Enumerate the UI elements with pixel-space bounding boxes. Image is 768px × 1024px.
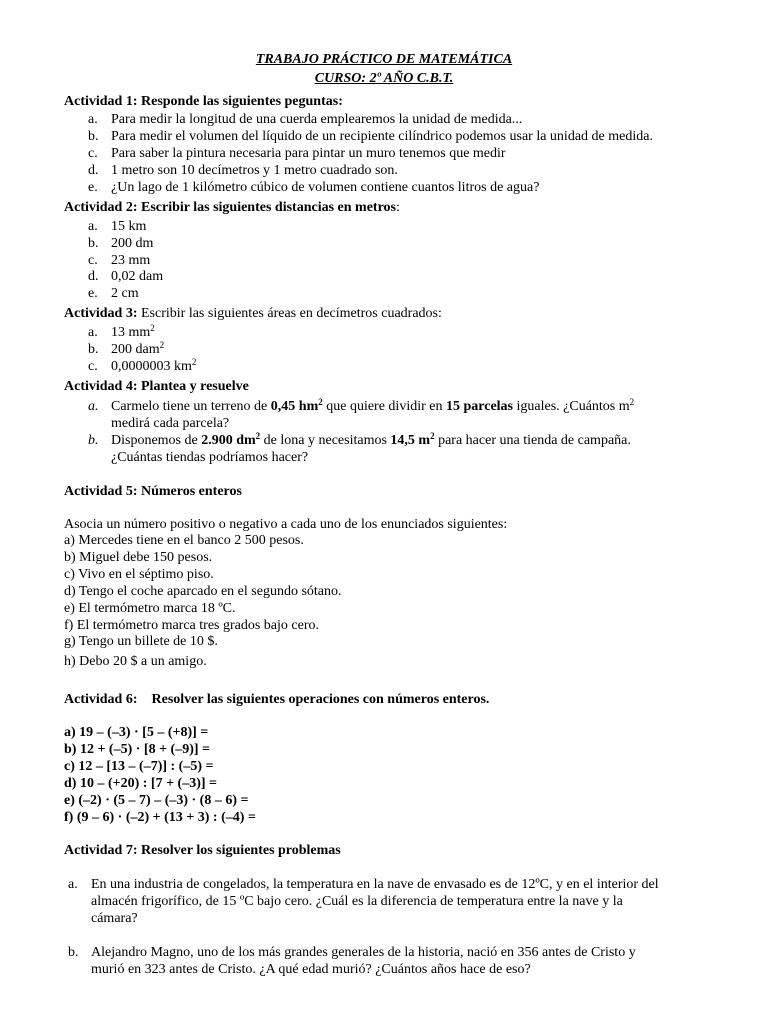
activity-3-item-label: c. — [88, 359, 98, 374]
activity-2-item: 2 cm — [111, 286, 139, 301]
activity-2-title: Actividad 2: Escribir las siguientes distancias en metros: — [64, 200, 400, 215]
activity-5-intro: Asocia un número positivo o negativo a cada uno de los enunciados siguientes: — [64, 517, 508, 532]
activity-1-title: Actividad 1: Responde las siguientes peguntas: — [64, 94, 343, 109]
activity-2-item: 23 mm — [111, 253, 151, 268]
document-title: TRABAJO PRÁCTICO DE MATEMÁTICA — [255, 52, 513, 67]
activity-7-problem-b: murió en 323 antes de Cristo. ¿A qué edad murió? ¿Cuántos años hace de eso? — [91, 962, 531, 977]
activity-2-item-label: e. — [88, 286, 98, 301]
activity-5-item: b) Miguel debe 150 pesos. — [64, 550, 213, 565]
activity-7-problem-a: almacén frigorífico, de 15 ºC bajo cero. ¿Cuál es la diferencia de temperatura entre la nave y la — [91, 894, 623, 909]
activity-7-item-label: b. — [68, 945, 79, 960]
activity-7-problem-a: cámara? — [91, 911, 138, 926]
activity-4-problem-b: Disponemos de 2.900 $dm^2$ de lona y necesitamos 14,5 $m^2$ para hacer una tienda de campaña. — [111, 431, 631, 448]
activity-1-item: ¿Un lago de 1 kilómetro cúbico de volumen contiene cuantos litros de agua? — [111, 180, 540, 195]
activity-2-item-label: a. — [88, 219, 98, 234]
activity-5-item: h) Debo 20 $ a un amigo. — [64, 654, 207, 669]
activity-6-operation: e) (–2) · (5 – 7) – (–3) · (8 – 6) = — [64, 793, 249, 808]
activity-4-title: Actividad 4: Plantea y resuelve — [64, 379, 249, 394]
activity-6-operation: a) 19 – (–3) · [5 – (+8)] = — [64, 725, 209, 740]
activity-1-item: 1 metro son 10 decímetros y 1 metro cuadrado son. — [111, 163, 398, 178]
activity-7-problem-a: En una industria de congelados, la temperatura en la nave de envasado es de 12ºC, y en el interior del — [91, 877, 659, 892]
activity-5-item: c) Vivo en el séptimo piso. — [64, 567, 214, 582]
activity-7-problem-b: Alejandro Magno, uno de los más grandes generales de la historia, nació en 356 antes de Cristo y — [91, 945, 636, 960]
activity-4-problem-b-cont: ¿Cuántas tiendas podríamos hacer? — [111, 450, 309, 465]
activity-3-item: 0,0000003 $km^2$ — [111, 357, 197, 374]
activity-5-item: a) Mercedes tiene en el banco 2 500 pesos. — [64, 533, 304, 548]
activity-4-item-label: b. — [88, 433, 99, 448]
activity-3-item: 200 dam$^2$ — [111, 340, 165, 357]
activity-2-item-label: b. — [88, 236, 99, 251]
activity-3-item: 13 $mm^2$ — [111, 323, 155, 340]
activity-7-title: Actividad 7: Resolver los siguientes problemas — [64, 843, 341, 858]
activity-1-item-label: a. — [88, 112, 98, 127]
activity-3-title: Actividad 3: Escribir las siguientes áreas en decímetros cuadrados: — [64, 306, 442, 321]
activity-4-item-label: a. — [88, 399, 99, 414]
activity-4-problem-a-cont: medirá cada parcela? — [111, 416, 230, 431]
activity-2-item-label: d. — [88, 269, 99, 284]
activity-1-item-label: e. — [88, 180, 98, 195]
activity-1-item-label: d. — [88, 163, 99, 178]
activity-1-item-label: c. — [88, 146, 98, 161]
activity-6-operation: f) (9 – 6) · (–2) + (13 + 3) : (–4) = — [64, 810, 256, 825]
activity-6-operation: d) 10 – (+20) : [7 + (–3)] = — [64, 776, 218, 791]
activity-2-item: 200 dm — [111, 236, 154, 251]
activity-6-operation: b) 12 + (–5) · [8 + (–9)] = — [64, 742, 211, 757]
activity-1-item: Para medir la longitud de una cuerda emplearemos la unidad de medida... — [111, 112, 523, 127]
activity-2-item: 15 km — [111, 219, 147, 234]
activity-5-item: d) Tengo el coche aparcado en el segundo sótano. — [64, 584, 342, 599]
activity-6-operation: c) 12 – [13 – (–7)] : (–5) = — [64, 759, 214, 774]
activity-1-item: Para medir el volumen del líquido de un recipiente cilíndrico podemos usar la unidad de medida. — [111, 129, 653, 144]
activity-4-problem-a: Carmelo tiene un terreno de 0,45 $hm^2$ que quiere dividir en 15 parcelas iguales. ¿Cuántos $m^2$ — [111, 397, 635, 414]
activity-5-item: g) Tengo un billete de 10 $. — [64, 634, 218, 649]
activity-5-item: f) El termómetro marca tres grados bajo cero. — [64, 618, 320, 633]
activity-3-item-label: b. — [88, 342, 99, 357]
activity-2-item: 0,02 dam — [111, 269, 164, 284]
activity-5-title: Actividad 5: Números enteros — [64, 484, 242, 499]
activity-6-title: Actividad 6: Resolver las siguientes operaciones con números enteros. — [64, 692, 490, 707]
activity-3-item-label: a. — [88, 325, 98, 340]
activity-7-item-label: a. — [68, 877, 78, 892]
activity-5-item: e) El termómetro marca 18 ºC. — [64, 601, 236, 616]
activity-2-item-label: c. — [88, 253, 98, 268]
activity-1-item-label: b. — [88, 129, 99, 144]
activity-1-item: Para saber la pintura necesaria para pintar un muro tenemos que medir — [111, 146, 506, 161]
course-title: CURSO: 2º AÑO C.B.T. — [314, 71, 454, 86]
